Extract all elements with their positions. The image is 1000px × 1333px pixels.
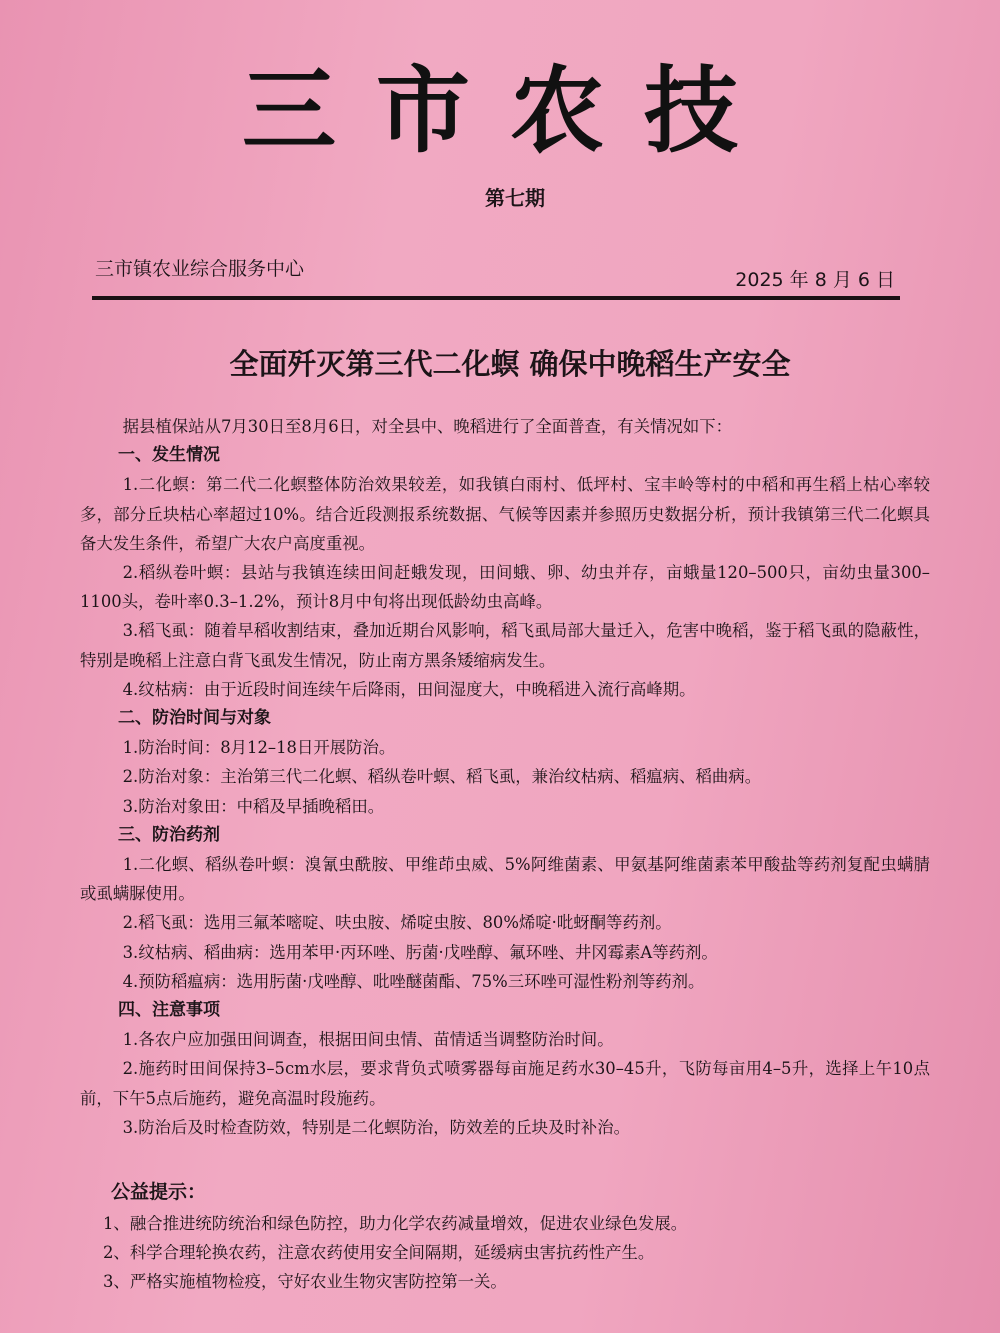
section-heading: 一、发生情况 <box>118 445 220 466</box>
publish-date: 2025 年 8 月 6 日 <box>735 269 895 291</box>
masthead-title: 三市农技 <box>241 57 778 166</box>
section-item: 1.二化螟：第二代二化螟整体防治效果较差，如我镇白雨村、低坪村、宝丰岭等村的中稻和再生稻上枯心率较多，部分丘块枯心率超过10%。结合近段测报系统数据、气候等因素并参照历史数据分析，预计我镇第三代二化螟具备大发生条件，希望广大农户高度重视。 <box>80 475 930 553</box>
header-divider <box>92 296 900 300</box>
section-item: 1.各农户应加强田间调查，根据田间虫情、苗情适当调整防治时间。 <box>122 1030 614 1050</box>
article-headline: 全面歼灭第三代二化螟 确保中晚稻生产安全 <box>229 347 791 381</box>
section-heading: 二、防治时间与对象 <box>118 708 271 729</box>
public-notice <box>103 1178 923 1296</box>
intro-paragraph: 据县植保站从7月30日至8月6日，对全县中、晚稻进行了全面普查，有关情况如下： <box>122 417 733 436</box>
section-item: 3.防治对象田：中稻及早插晚稻田。 <box>122 796 385 816</box>
section-item: 3.防治后及时检查防效，特别是二化螟防治，防效差的丘块及时补治。 <box>122 1117 630 1137</box>
section-item: 3.纹枯病、稻曲病：选用苯甲·丙环唑、肟菌·戊唑醇、氟环唑、井冈霉素A等药剂。 <box>122 942 718 962</box>
section-item: 2.施药时田间保持3–5cm水层，要求背负式喷雾器每亩施足药水30–45升，飞防每亩用4–5升，选择上午10点前，下午5点后施药，避免高温时段施药。 <box>80 1059 930 1108</box>
notice-item: 2、科学合理轮换农药，注意农药使用安全间隔期，延缓病虫害抗药性产生。 <box>103 1243 655 1262</box>
notice-title: 公益提示： <box>111 1181 207 1203</box>
notice-item: 1、融合推进统防统治和绿色防控，助力化学农药减量增效，促进农业绿色发展。 <box>103 1214 688 1233</box>
section-heading: 四、注意事项 <box>118 1000 220 1021</box>
section-item: 2.稻纵卷叶螟：县站与我镇连续田间赶蛾发现，田间蛾、卵、幼虫并存，亩蛾量120–500只，亩幼虫量300–1100头，卷叶率0.3–1.2%，预计8月中旬将出现低龄幼虫高峰。 <box>80 563 930 612</box>
issue-number: 第七期 <box>485 186 545 210</box>
section-item: 1.二化螟、稻纵卷叶螟：溴氰虫酰胺、甲维茚虫威、5%阿维菌素、甲氨基阿维菌素苯甲酸盐等药剂复配虫螨腈或虱螨脲使用。 <box>80 855 930 904</box>
section-item: 2.防治对象：主治第三代二化螟、稻纵卷叶螟、稻飞虱，兼治纹枯病、稻瘟病、稻曲病。 <box>122 767 762 787</box>
section-item: 4.纹枯病：由于近段时间连续午后降雨，田间湿度大，中晚稻进入流行高峰期。 <box>122 679 696 699</box>
section-item: 1.防治时间：8月12–18日开展防治。 <box>122 738 396 758</box>
section-item: 4.预防稻瘟病：选用肟菌·戊唑醇、吡唑醚菌酯、75%三环唑可湿性粉剂等药剂。 <box>122 971 705 991</box>
section-heading: 三、防治药剂 <box>118 824 220 845</box>
section-item: 3.稻飞虱：随着早稻收割结束，叠加近期台风影响，稻飞虱局部大量迁入，危害中晚稻，鉴于稻飞虱的隐蔽性，特别是晚稻上注意白背飞虱发生情况，防止南方黑条矮缩病发生。 <box>80 621 930 670</box>
publisher-name: 三市镇农业综合服务中心 <box>95 258 305 280</box>
section-item: 2.稻飞虱：选用三氟苯嘧啶、呋虫胺、烯啶虫胺、80%烯啶·吡蚜酮等药剂。 <box>122 913 672 933</box>
article-body <box>80 412 930 1142</box>
notice-item: 3、严格实施植物检疫，守好农业生物灾害防控第一关。 <box>103 1272 507 1291</box>
